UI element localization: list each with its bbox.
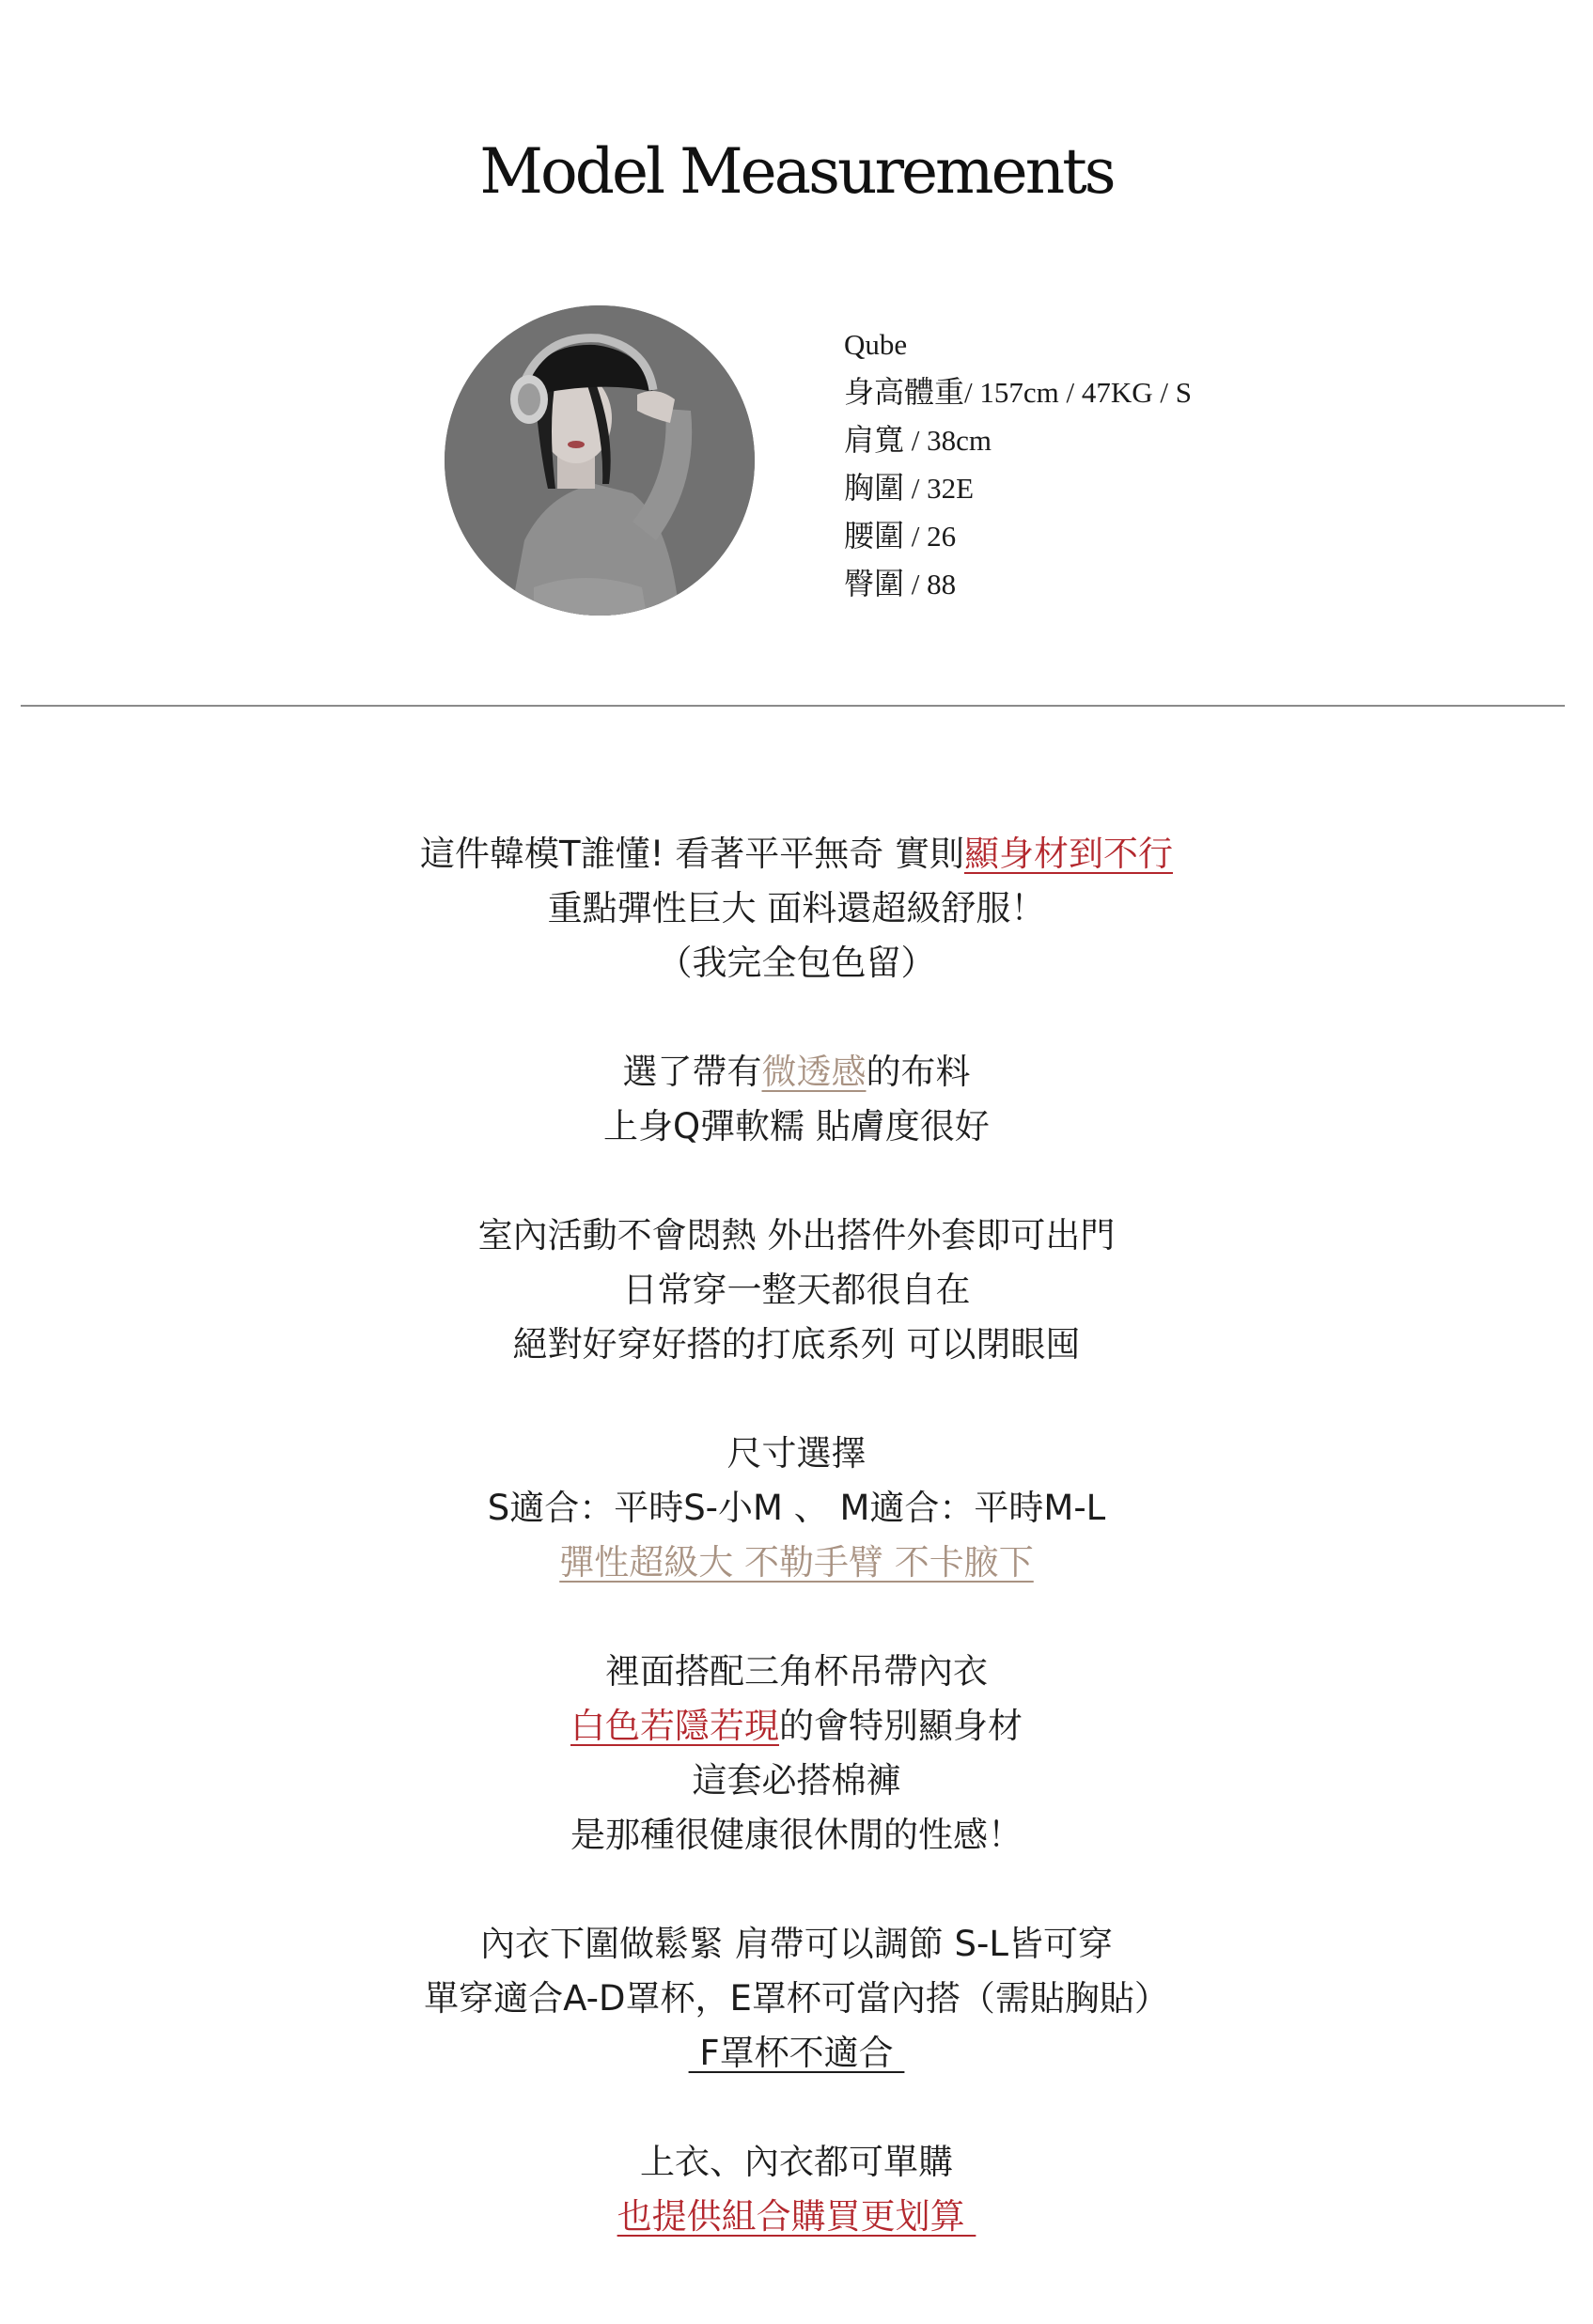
hip-row [844, 560, 1192, 608]
description-line: S適合：平時S-小M 、 M適合：平時M-L [487, 1488, 1106, 1528]
description-line: 重點彈性巨大 面料還超級舒服！ [547, 888, 1046, 928]
description-line [0, 1536, 1593, 1590]
description-line: 是那種很健康很休閒的性感！ [570, 1815, 1023, 1855]
bust-label: 胸圍 [844, 470, 905, 506]
highlight-red: 顯身材到不行 [963, 834, 1173, 874]
section-divider [21, 705, 1565, 707]
description-line [0, 2026, 1593, 2081]
waist-row [844, 512, 1192, 560]
highlight-tan: 彈性超級大 不勒手臂 不卡腋下 [559, 1542, 1034, 1583]
description-text: 這件韓模T誰懂! 看著平平無奇 實則 [420, 834, 964, 874]
description-line: （我完全包色留） [657, 943, 936, 983]
description-line: 上身Q彈軟糯 貼膚度很好 [603, 1106, 990, 1146]
height-weight-label: 身高體重 [844, 374, 965, 410]
description-line: 尺寸選擇 [726, 1433, 867, 1474]
description-line: 絕對好穿好搭的打底系列 可以閉眼囤 [512, 1324, 1081, 1365]
model-photo-image [445, 305, 755, 616]
shoulder-row [844, 416, 1192, 464]
shoulder-label: 肩寬 [844, 422, 905, 458]
description-line: 內衣下圍做鬆緊 肩帶可以調節 S-L皆可穿 [480, 1924, 1113, 1964]
paragraph-gap [0, 1154, 1593, 1209]
description-line [0, 1045, 1593, 1100]
model-avatar [445, 305, 755, 616]
description-line: 室內活動不會悶熱 外出搭件外套即可出門 [477, 1215, 1116, 1256]
bust-value: / 32E [904, 472, 975, 505]
paragraph-gap [0, 1863, 1593, 1917]
description-line: 日常穿一整天都很自在 [622, 1270, 971, 1310]
description-line [0, 827, 1593, 881]
hip-value: / 88 [904, 568, 957, 600]
model-measurements [844, 321, 1192, 608]
hip-label: 臀圍 [844, 566, 905, 601]
highlight-red: 也提供組合購買更划算 [617, 2196, 976, 2237]
page-title: Model Measurements [479, 135, 1114, 208]
waist-value: / 26 [904, 520, 957, 553]
product-description [0, 827, 1593, 2244]
description-text: 的會特別顯身材 [779, 1706, 1023, 1746]
description-line [0, 1699, 1593, 1754]
description-text: 的布料 [866, 1052, 971, 1092]
description-text: 選了帶有 [622, 1052, 762, 1092]
shoulder-value: / 38cm [904, 424, 992, 457]
description-line [0, 2190, 1593, 2244]
description-line: 裡面搭配三角杯吊帶內衣 [605, 1651, 988, 1692]
height-weight-row [844, 368, 1192, 416]
paragraph-gap [0, 1590, 1593, 1645]
bust-row [844, 464, 1192, 512]
model-name: Qube [844, 328, 908, 361]
highlight-tan: 微透感 [761, 1052, 867, 1092]
underlined-note: F罩杯不適合 [688, 2033, 905, 2073]
description-line: 上衣、內衣都可單購 [640, 2142, 953, 2182]
paragraph-gap [0, 1372, 1593, 1427]
paragraph-gap [0, 2081, 1593, 2135]
description-line: 這套必搭棉褲 [692, 1760, 901, 1801]
waist-label: 腰圍 [844, 518, 905, 554]
description-line: 單穿適合A-D罩杯，E罩杯可當內搭（需貼胸貼） [424, 1978, 1169, 2019]
paragraph-gap [0, 990, 1593, 1045]
highlight-red: 白色若隱若現 [570, 1706, 779, 1746]
height-weight-value: / 157cm / 47KG / S [964, 376, 1192, 409]
